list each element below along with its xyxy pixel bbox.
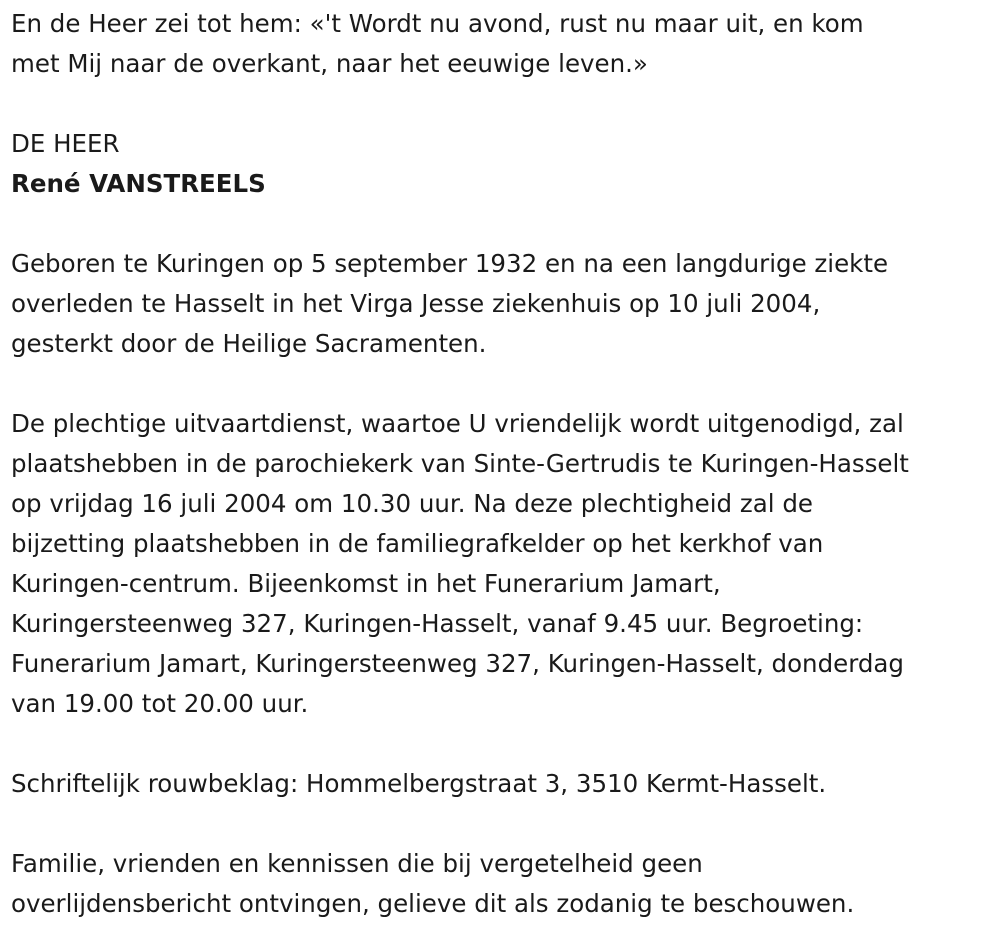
paragraph-line: bijzetting plaatshebben in de familiegrafkelder op het kerkhof van — [11, 529, 824, 558]
funeral-paragraph — [11, 404, 990, 724]
paragraph-line: De plechtige uitvaartdienst, waartoe U vriendelijk wordt uitgenodigd, zal — [11, 409, 904, 438]
paragraph-line: Funerarium Jamart, Kuringersteenweg 327, Kuringen-Hasselt, donderdag — [11, 649, 904, 678]
paragraph-line: op vrijdag 16 juli 2004 om 10.30 uur. Na deze plechtigheid zal de — [11, 489, 813, 518]
closing-paragraph — [11, 844, 990, 924]
paragraph-line: Kuringersteenweg 327, Kuringen-Hasselt, vanaf 9.45 uur. Begroeting: — [11, 609, 864, 638]
deceased-prefix: DE HEER — [11, 129, 120, 158]
paragraph-line: Geboren te Kuringen op 5 september 1932 en na een langdurige ziekte — [11, 249, 889, 278]
paragraph-line: gesterkt door de Heilige Sacramenten. — [11, 329, 487, 358]
bible-quote — [11, 4, 990, 84]
birth-death-paragraph — [11, 244, 990, 364]
paragraph-line: Familie, vrienden en kennissen die bij vergetelheid geen — [11, 849, 703, 878]
quote-line: En de Heer zei tot hem: «'t Wordt nu avond, rust nu maar uit, en kom — [11, 9, 864, 38]
deceased-name: René VANSTREELS — [11, 169, 266, 198]
paragraph-line: plaatshebben in de parochiekerk van Sinte-Gertrudis te Kuringen-Hasselt — [11, 449, 909, 478]
paragraph-line: Kuringen-centrum. Bijeenkomst in het Funerarium Jamart, — [11, 569, 721, 598]
condolences-paragraph: Schriftelijk rouwbeklag: Hommelbergstraat 3, 3510 Kermt-Hasselt. — [11, 769, 827, 798]
paragraph-line: overleden te Hasselt in het Virga Jesse ziekenhuis op 10 juli 2004, — [11, 289, 821, 318]
quote-line: met Mij naar de overkant, naar het eeuwige leven.» — [11, 49, 648, 78]
paragraph-line: overlijdensbericht ontvingen, gelieve dit als zodanig te beschouwen. — [11, 889, 855, 918]
paragraph-line: van 19.00 tot 20.00 uur. — [11, 689, 309, 718]
